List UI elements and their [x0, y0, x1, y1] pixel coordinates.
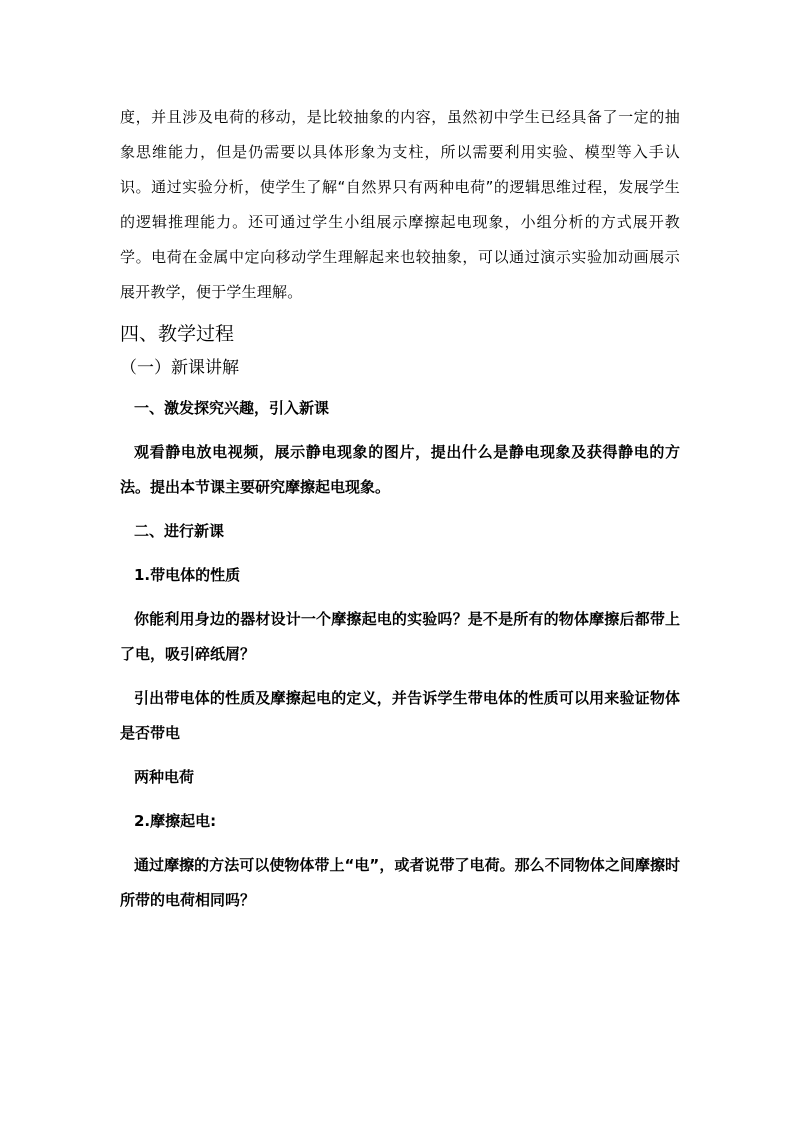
item1-paragraph-1: 你能利用身边的器材设计一个摩擦起电的实验吗？是不是所有的物体摩擦后都带上了电，吸引碎纸屑？	[120, 610, 680, 663]
part1-paragraph: 观看静电放电视频，展示静电现象的图片，提出什么是静电现象及获得静电的方法。提出本节课主要研究摩擦起电现象。	[120, 443, 680, 496]
part1-heading: 一、激发探究兴趣，引入新课	[134, 399, 330, 417]
item2-heading: 2.摩擦起电:	[134, 812, 217, 830]
part2-heading: 二、进行新课	[134, 522, 225, 540]
section-heading: 四、教学过程	[120, 323, 235, 345]
item1-paragraph-2: 引出带电体的性质及摩擦起电的定义，并告诉学生带电体的性质可以用来验证物体是否带电	[120, 689, 680, 742]
intro-paragraph: 度，并且涉及电荷的移动，是比较抽象的内容，虽然初中学生已经具备了一定的抽象思维能力，但是仍需要以具体形象为支柱，所以需要利用实验、模型等入手认识。通过实验分析，使学生了解“自然界只有两种电荷”的逻辑思维过程，发展学生的逻辑推理能力。还可通过学生小组展示摩擦起电现象，小组分析的方式展开教学。电荷在金属中定向移动学生理解起来也较抽象，可以通过演示实验加动画展示展开教学，便于学生理解。	[120, 108, 680, 301]
item2-paragraph: 通过摩擦的方法可以使物体带上“电”，或者说带了电荷。那么不同物体之间摩擦时所带的电荷相同吗？	[120, 856, 680, 909]
two-charges-heading: 两种电荷	[134, 768, 195, 786]
item1-heading: 1.带电体的性质	[134, 566, 241, 584]
subsection-heading: （一）新课讲解	[120, 358, 239, 378]
page-content	[120, 100, 680, 927]
